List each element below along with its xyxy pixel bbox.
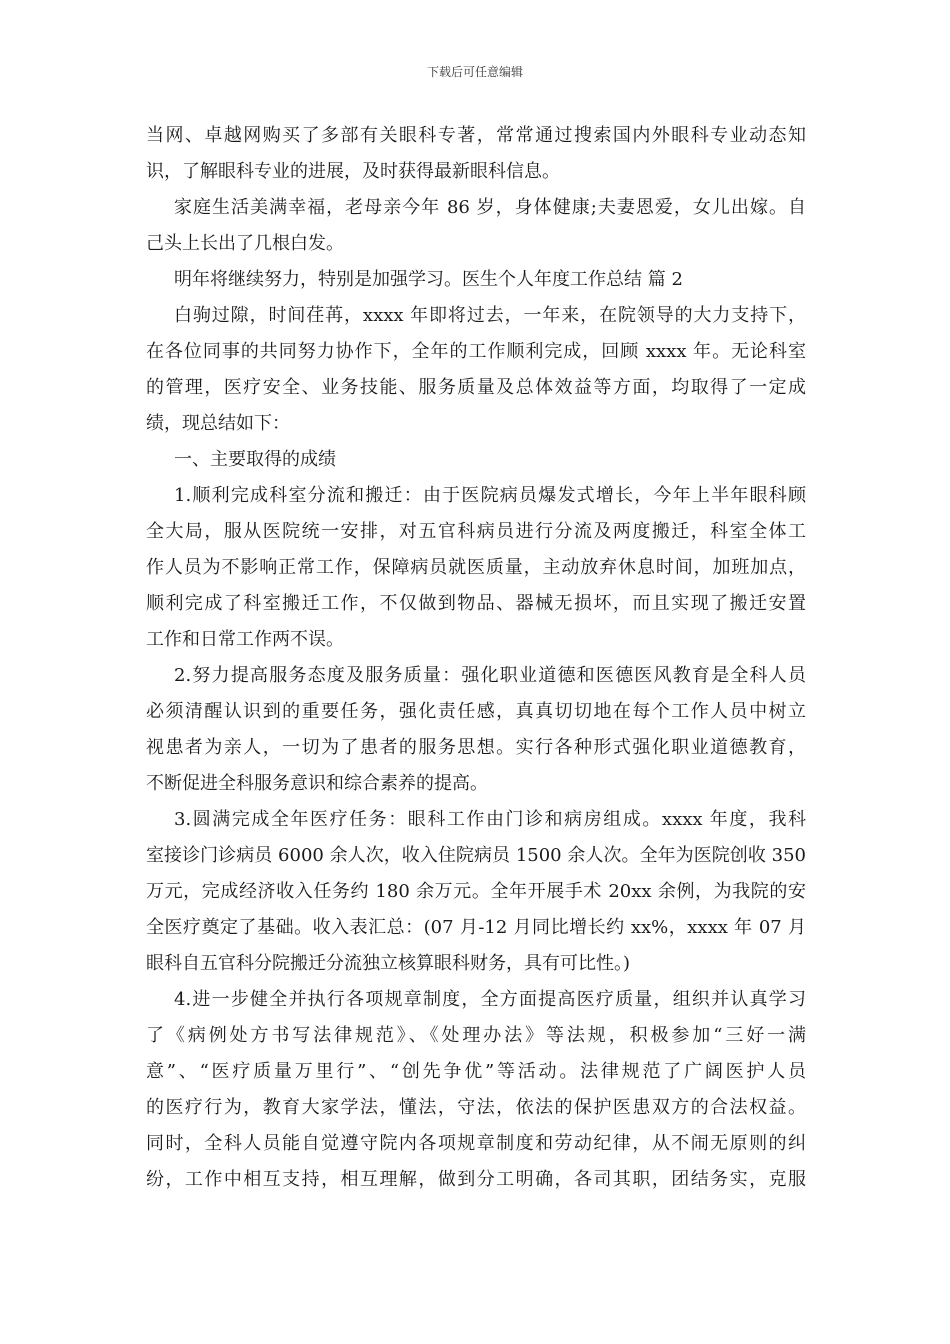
text-line: 室接诊门诊病员 6000 余人次，收入住院病员 1500 余人次。全年为医院创收 350	[146, 845, 806, 866]
text-line: 同时，全科人员能自觉遵守院内各项规章制度和劳动纪律，从不闹无原则的纠	[146, 1133, 806, 1154]
text-line: 意”、“医疗质量万里行”、“创先争优”等活动。法律规范了广阔医护人员	[146, 1061, 806, 1082]
text-line: 1.顺利完成科室分流和搬迁：由于医院病员爆发式增长，今年上半年眼科顾	[174, 485, 806, 506]
text-line: 家庭生活美满幸福，老母亲今年 86 岁，身体健康;夫妻恩爱，女儿出嫁。自	[174, 197, 806, 218]
text-line: 的管理，医疗安全、业务技能、服务质量及总体效益等方面，均取得了一定成	[146, 377, 806, 398]
text-line: 纷，工作中相互支持，相互理解，做到分工明确，各司其职，团结务实，克服	[146, 1169, 806, 1190]
text-line: 白驹过隙，时间荏苒，xxxx 年即将过去，一年来，在院领导的大力支持下，	[174, 305, 806, 326]
text-line: 当网、卓越网购买了多部有关眼科专著，常常通过搜索国内外眼科专业动态知	[146, 125, 806, 146]
text-line: 顺利完成了科室搬迁工作，不仅做到物品、器械无损坏，而且实现了搬迁安置	[146, 593, 806, 614]
text-line: 了《病例处方书写法律规范》、《处理办法》等法规，积极参加“三好一满	[146, 1025, 806, 1046]
text-line: 必须清醒认识到的重要任务，强化责任感，真真切切地在每个工作人员中树立	[146, 701, 806, 722]
text-line: 明年将继续努力，特别是加强学习。医生个人年度工作总结 篇 2	[174, 269, 683, 290]
text-line: 2.努力提高服务态度及服务质量：强化职业道德和医德医风教育是全科人员	[174, 665, 806, 686]
text-line: 不断促进全科服务意识和综合素养的提高。	[146, 773, 488, 794]
text-line: 全大局，服从医院统一安排，对五官科病员进行分流及两度搬迁，科室全体工	[146, 521, 806, 542]
text-line: 视患者为亲人，一切为了患者的服务思想。实行各种形式强化职业道德教育，	[146, 737, 806, 758]
text-line: 眼科自五官科分院搬迁分流独立核算眼科财务，具有可比性。)	[146, 953, 631, 974]
text-line: 的医疗行为，教育大家学法，懂法，守法，依法的保护医患双方的合法权益。	[146, 1097, 806, 1118]
text-line: 4.进一步健全并执行各项规章制度，全方面提高医疗质量，组织并认真学习	[174, 989, 806, 1010]
text-line: 绩，现总结如下：	[146, 413, 290, 434]
document-body	[146, 118, 806, 1198]
text-line: 工作和日常工作两不误。	[146, 629, 344, 650]
page-header: 下载后可任意编辑	[426, 65, 523, 79]
text-line: 识，了解眼科专业的进展，及时获得最新眼科信息。	[146, 161, 560, 182]
text-line: 全医疗奠定了基础。收入表汇总：(07 月-12 月同比增长约 xx%，xxxx 年 07 月	[146, 917, 806, 938]
text-line: 3.圆满完成全年医疗任务：眼科工作由门诊和病房组成。xxxx 年度，我科	[174, 809, 806, 830]
text-line: 一、主要取得的成绩	[174, 449, 336, 470]
text-line: 在各位同事的共同努力协作下，全年的工作顺利完成，回顾 xxxx 年。无论科室	[146, 341, 806, 362]
text-line: 万元，完成经济收入任务约 180 余万元。全年开展手术 20xx 余例，为我院的安	[146, 881, 806, 902]
text-line: 作人员为不影响正常工作，保障病员就医质量，主动放弃休息时间，加班加点，	[146, 557, 806, 578]
text-line: 己头上长出了几根白发。	[146, 233, 344, 254]
